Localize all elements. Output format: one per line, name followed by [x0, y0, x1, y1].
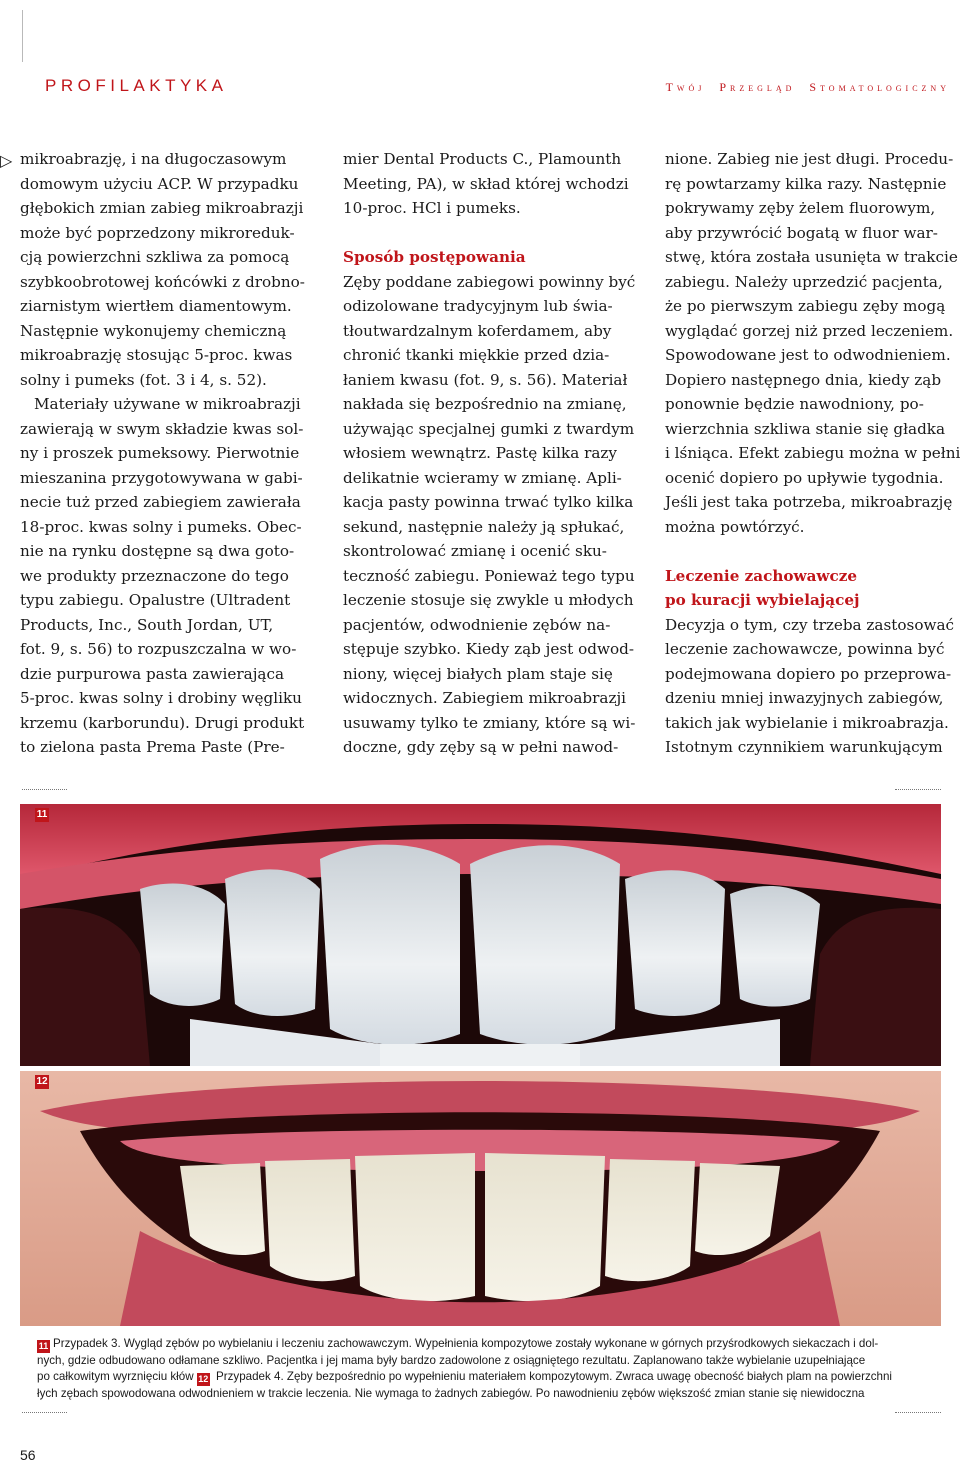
page-number: 56	[20, 1447, 36, 1463]
text-line: delikatnie wcieramy w zmianę. Apli-	[343, 468, 622, 487]
text-line: skontrolować zmianę i ocenić sku-	[343, 542, 607, 560]
column1-paragraph2	[20, 392, 316, 760]
caption-badge-12: 12	[198, 1373, 209, 1384]
text-line: fot. 9, s. 56) to rozpuszczalna w wo-	[20, 640, 297, 658]
column2-paragraph2	[343, 270, 639, 760]
journal-word-2-rest: RZEGLĄD	[730, 84, 796, 93]
text-line: zawierają w swym składzie kwas sol-	[20, 419, 304, 438]
text-line: widocznych. Zabiegiem mikroabrazji	[343, 689, 627, 707]
crop-mark-top-left	[22, 789, 67, 790]
text-line: odizolowane tradycyjnym lub świa-	[343, 297, 613, 315]
text-column-3	[665, 147, 960, 760]
text-line: chronić tkanki miękkie przed dzia-	[343, 346, 610, 364]
crop-mark-bottom-right	[895, 1412, 941, 1413]
text-line: szybkoobrotowej końcówki z drobno-	[20, 272, 305, 291]
text-line: nione. Zabieg nie jest długi. Procedu-	[665, 150, 954, 168]
journal-title	[666, 80, 950, 95]
text-line: Spowodowane jest to odwodnieniem.	[665, 346, 951, 364]
page-top	[0, 0, 960, 12]
margin-rule	[22, 10, 23, 62]
text-line: ponownie będzie nawodniony, po-	[665, 395, 924, 413]
text-line: nakłada się bezpośrednio na zmianę,	[343, 395, 627, 413]
caption-line-1: 11 Przypadek 3. Wygląd zębów po wybielaniu i leczeniu zachowawczym. Wypełnienia kompozytowe zostały wykonane w górnych przyśrodkowych siekaczach i dol-	[38, 1337, 879, 1351]
text-line: solny i pumeks (fot. 3 i 4, s. 52).	[20, 370, 267, 389]
text-line: Materiały używane w mikroabrazji	[34, 395, 301, 413]
text-line: włosiem wewnątrz. Pastę kilka razy	[343, 444, 617, 462]
text-line: krzemu (karborundu). Drugi produkt	[20, 713, 305, 732]
text-line: można powtórzyć.	[665, 517, 805, 536]
spacer	[343, 221, 639, 246]
text-line: mikroabrazję, i na długoczasowym	[20, 150, 287, 168]
text-line: Jeśli jest taka potrzeba, mikroabrazję	[665, 493, 953, 511]
text-line: takich jak wybielanie i mikroabrazja.	[665, 713, 949, 732]
journal-word-3-cap: S	[809, 80, 821, 94]
continuation-arrow-icon: ▷	[0, 151, 13, 170]
text-line: usuwamy tylko te zmiany, które są wi-	[343, 713, 636, 732]
text-line: używając specjalnej gumki z twardym	[343, 419, 635, 438]
text-line: mieszanina przygotowywana w gabi-	[20, 468, 303, 487]
text-line: pacjentów, odwodnienie zębów na-	[343, 615, 611, 634]
text-line: łaniem kwasu (fot. 9, s. 56). Materiał	[343, 370, 628, 389]
text-line: głębokich zmian zabieg mikroabrazji	[20, 199, 304, 217]
text-line: dzie purpurowa pasta zawierająca	[20, 664, 285, 683]
text-line: Products, Inc., South Jordan, UT,	[20, 615, 274, 634]
column3-paragraph2	[665, 613, 960, 760]
text-line: wierzchnia szkliwa stanie się gładka	[665, 419, 946, 438]
text-line: tłoutwardzalnym koferdamem, aby	[343, 321, 612, 340]
text-line: Zęby poddane zabiegowi powinny być	[343, 272, 636, 291]
text-line: dzeniu mniej inwazyjnych zabiegów,	[665, 689, 944, 707]
text-line: Następnie wykonujemy chemiczną	[20, 321, 287, 340]
text-line: Meeting, PA), w skład której wchodzi	[343, 174, 629, 193]
text-line: że po pierwszym zabiegu zęby mogą	[665, 297, 946, 315]
text-line: kacja pasty powinna trwać tylko kilka	[343, 493, 634, 511]
text-line: doczne, gdy zęby są w pełni nawod-	[343, 738, 619, 756]
journal-word-1-rest: WÓJ	[676, 84, 706, 93]
text-line: leczenie zachowawcze, powinna być	[665, 640, 945, 658]
text-column-2	[343, 147, 639, 760]
caption-badge-11: 11	[38, 1341, 49, 1351]
text-line: necie tuż przed zabiegiem zawierała	[20, 493, 301, 511]
text-line: 5-proc. kwas solny i drobiny węgliku	[20, 689, 302, 707]
text-line: 18-proc. kwas solny i pumeks. Obec-	[20, 517, 302, 536]
teeth-photo-12	[20, 1071, 941, 1326]
text-line: zabiegu. Należy uprzedzić pacjenta,	[665, 272, 943, 291]
text-line: ocenić dopiero po upływie tygodnia.	[665, 468, 944, 487]
text-line: może być poprzedzony mikroreduk-	[20, 223, 295, 242]
caption-line-2: nych, gdzie odbudowano odłamane szkliwo. Pacjentka i jej mama były bardzo zadowolone z osiągniętego rezultatu. Zaplanowano także wybielanie uzupełniające	[37, 1354, 866, 1367]
text-line: aby przywrócić bogatą w fluor war-	[665, 223, 938, 242]
journal-word-1-cap: T	[665, 80, 677, 94]
text-line: podejmowana dopiero po przeprowa-	[665, 664, 952, 683]
text-line: pokrywamy zęby żelem fluorowym,	[665, 199, 936, 217]
text-line: stępuje szybko. Kiedy ząb jest odwod-	[343, 640, 634, 658]
text-line: rę powtarzamy kilka razy. Następnie	[665, 174, 947, 193]
figure-12-photo	[20, 1071, 941, 1326]
text-line: wyglądać gorzej niż przed leczeniem.	[665, 321, 954, 340]
journal-word-3-rest: TOMATOLOGICZNY	[820, 84, 950, 93]
text-line: typu zabiegu. Opalustre (Ultradent	[20, 591, 291, 609]
spacer	[665, 539, 960, 564]
text-line: cją powierzchni szkliwa za pomocą	[20, 248, 290, 266]
text-line: i lśniąca. Efekt zabiegu można w pełni	[665, 444, 960, 462]
figure-caption	[37, 1336, 942, 1401]
teeth-photo-11	[20, 804, 941, 1066]
journal-word-2-cap: P	[719, 80, 731, 94]
text-line: leczenie stosuje się zwykle u młodych	[343, 591, 634, 609]
column2-paragraph1	[343, 147, 639, 221]
text-line: we produkty przeznaczone do tego	[20, 566, 289, 585]
column3-paragraph1	[665, 147, 960, 539]
section-title: PROFILAKTYKA	[45, 76, 228, 95]
text-column-1	[20, 147, 316, 760]
caption-line-4: łych zębach spowodowana odwodnieniem w trakcie leczenia. Nie wymaga to żadnych zabiegów. Po nawodnieniu zębów większość zmian stanie się niewidoczna	[37, 1386, 865, 1400]
text-line: mikroabrazję stosując 5-proc. kwas	[20, 346, 293, 364]
text-line: ny i proszek pumeksowy. Pierwotnie	[20, 444, 300, 462]
caption-line-3: po całkowitym wyrznięciu kłów 12 Przypadek 4. Zęby bezpośrednio po wypełnieniu materiałem kompozytowym. Zwraca uwagę obecność białych plam na powierzchni	[37, 1369, 893, 1384]
subheading-conservative-line1: Leczenie zachowawcze	[665, 566, 858, 585]
text-line: Istotnym czynnikiem warunkującym	[665, 738, 943, 756]
text-line: 10-proc. HCl i pumeks.	[343, 199, 521, 217]
text-line: to zielona pasta Prema Paste (Pre-	[20, 738, 285, 756]
text-line: nie na rynku dostępne są dwa goto-	[20, 542, 295, 560]
column1-paragraph1	[20, 147, 316, 392]
crop-mark-top-right	[895, 789, 941, 790]
text-line: teczność zabiegu. Ponieważ tego typu	[343, 566, 635, 585]
subheading-procedure: Sposób postępowania	[343, 248, 526, 266]
text-line: domowym użyciu ACP. W przypadku	[20, 174, 299, 193]
figure-11-photo	[20, 804, 941, 1066]
text-line: Dopiero następnego dnia, kiedy ząb	[665, 370, 942, 389]
crop-mark-bottom-left	[22, 1412, 67, 1413]
text-line: mier Dental Products C., Plamounth	[343, 150, 622, 168]
text-line: sekund, następnie należy ją spłukać,	[343, 517, 625, 536]
figure-11-badge: 11	[36, 809, 48, 820]
subheading-conservative-line2: po kuracji wybielającej	[665, 591, 860, 609]
text-line: ziarnistym wiertłem diamentowym.	[20, 297, 292, 315]
text-line: niony, więcej białych plam staje się	[343, 664, 613, 683]
figure-12-badge: 12	[36, 1076, 48, 1087]
text-line: Decyzja o tym, czy trzeba zastosować	[665, 615, 955, 634]
text-line: stwę, która została usunięta w trakcie	[665, 248, 958, 266]
